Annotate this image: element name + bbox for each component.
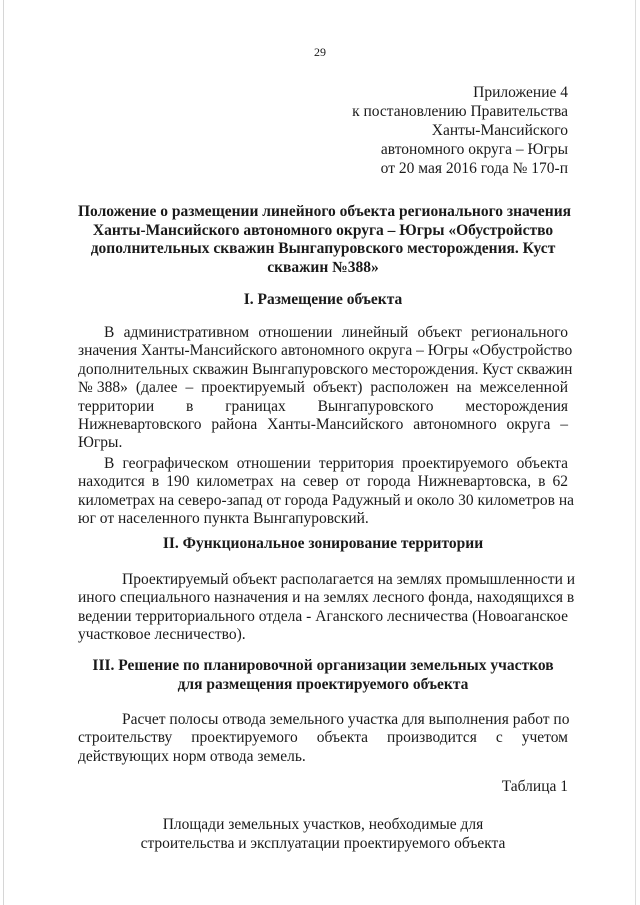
annex-line: Ханты-Мансийского	[431, 122, 568, 139]
paragraph-line: Проектируемый объект располагается на землях промышленности и	[122, 571, 576, 588]
title-line: дополнительных скважин Вынгапуровского месторождения. Куст	[90, 240, 556, 257]
paragraph-line: значения Ханты-Мансийского автономного округа – Югры «Обустройство	[78, 342, 573, 360]
scan-edge-right	[635, 0, 636, 905]
section-1-heading	[78, 291, 568, 310]
paragraph-line: территории в границах Вынгапуровского месторождения	[78, 397, 568, 415]
caption-line: Площади земельных участков, необходимые для	[162, 816, 484, 833]
title-line: Ханты-Мансийского автономного округа – Югры «Обустройство	[92, 221, 554, 239]
annex-line: автономного округа – Югры	[380, 141, 568, 158]
caption-line: строительства и эксплуатации проектируемого объекта	[140, 835, 506, 852]
scan-edge-left	[3, 0, 4, 905]
paragraph-line: №388» (далее – проектируемый объект) расположен на межселенной	[78, 379, 568, 397]
section-3-heading	[78, 657, 568, 694]
section-3-paragraph	[78, 711, 568, 766]
paragraph-line: В административном отношении линейный объект регионального	[104, 324, 568, 341]
paragraph-line: иного специального назначения и на землях лесного фонда, находящихся в	[78, 589, 575, 607]
section-1-paragraph-1	[78, 324, 573, 453]
section-2-paragraph	[78, 571, 576, 645]
heading-line: I. Размещение объекта	[243, 291, 403, 308]
paragraph-line: находится в 190 километрах на север от города Нижневартовска, в 62	[78, 473, 568, 491]
paragraph-line: Нижневартовского района Ханты-Мансийского автономного округа –	[78, 416, 568, 434]
paragraph-line: ведении территориального отдела - Аганского лесничества (Новоаганское	[78, 607, 568, 625]
section-1-paragraph-2	[78, 455, 575, 529]
paragraph-line: юг от населенного пункта Вынгапуровский.	[78, 510, 369, 528]
paragraph-line: километрах на северо-запад от города Радужный и около 30 километров на	[78, 491, 575, 509]
page-number: 29	[314, 45, 326, 59]
title-line: Положение о размещении линейного объекта регионального значения	[78, 203, 572, 220]
table-caption	[78, 815, 568, 853]
annex-line: Приложение 4	[473, 84, 568, 101]
annex-line: от 20 мая 2016 года № 170-п	[380, 160, 568, 177]
section-2-heading	[78, 535, 568, 554]
paragraph-line: дополнительных скважин Вынгапуровского месторождения. Куст скважин	[78, 360, 573, 378]
annex-line: к постановлению Правительства	[352, 103, 568, 120]
paragraph-line: Расчет полосы отвода земельного участка для выполнения работ по	[122, 711, 570, 728]
paragraph-line: В географическом отношении территория проектируемого объекта	[104, 455, 568, 472]
table-label: Таблица 1	[501, 778, 568, 795]
title-line: скважин №388»	[267, 258, 379, 276]
heading-line: III. Решение по планировочной организации земельных участков	[92, 657, 554, 674]
paragraph-line: Югры.	[78, 434, 123, 452]
document-title	[78, 203, 572, 277]
paragraph-line: действующих норм отвода земель.	[78, 747, 306, 765]
heading-line: для размещения проектируемого объекта	[177, 675, 469, 693]
paragraph-line: участковое лесничество).	[78, 626, 246, 644]
heading-line: II. Функциональное зонирование территории	[162, 535, 484, 552]
paragraph-line: строительству проектируемого объекта производится с учетом	[78, 729, 568, 747]
annex-block	[308, 83, 568, 178]
